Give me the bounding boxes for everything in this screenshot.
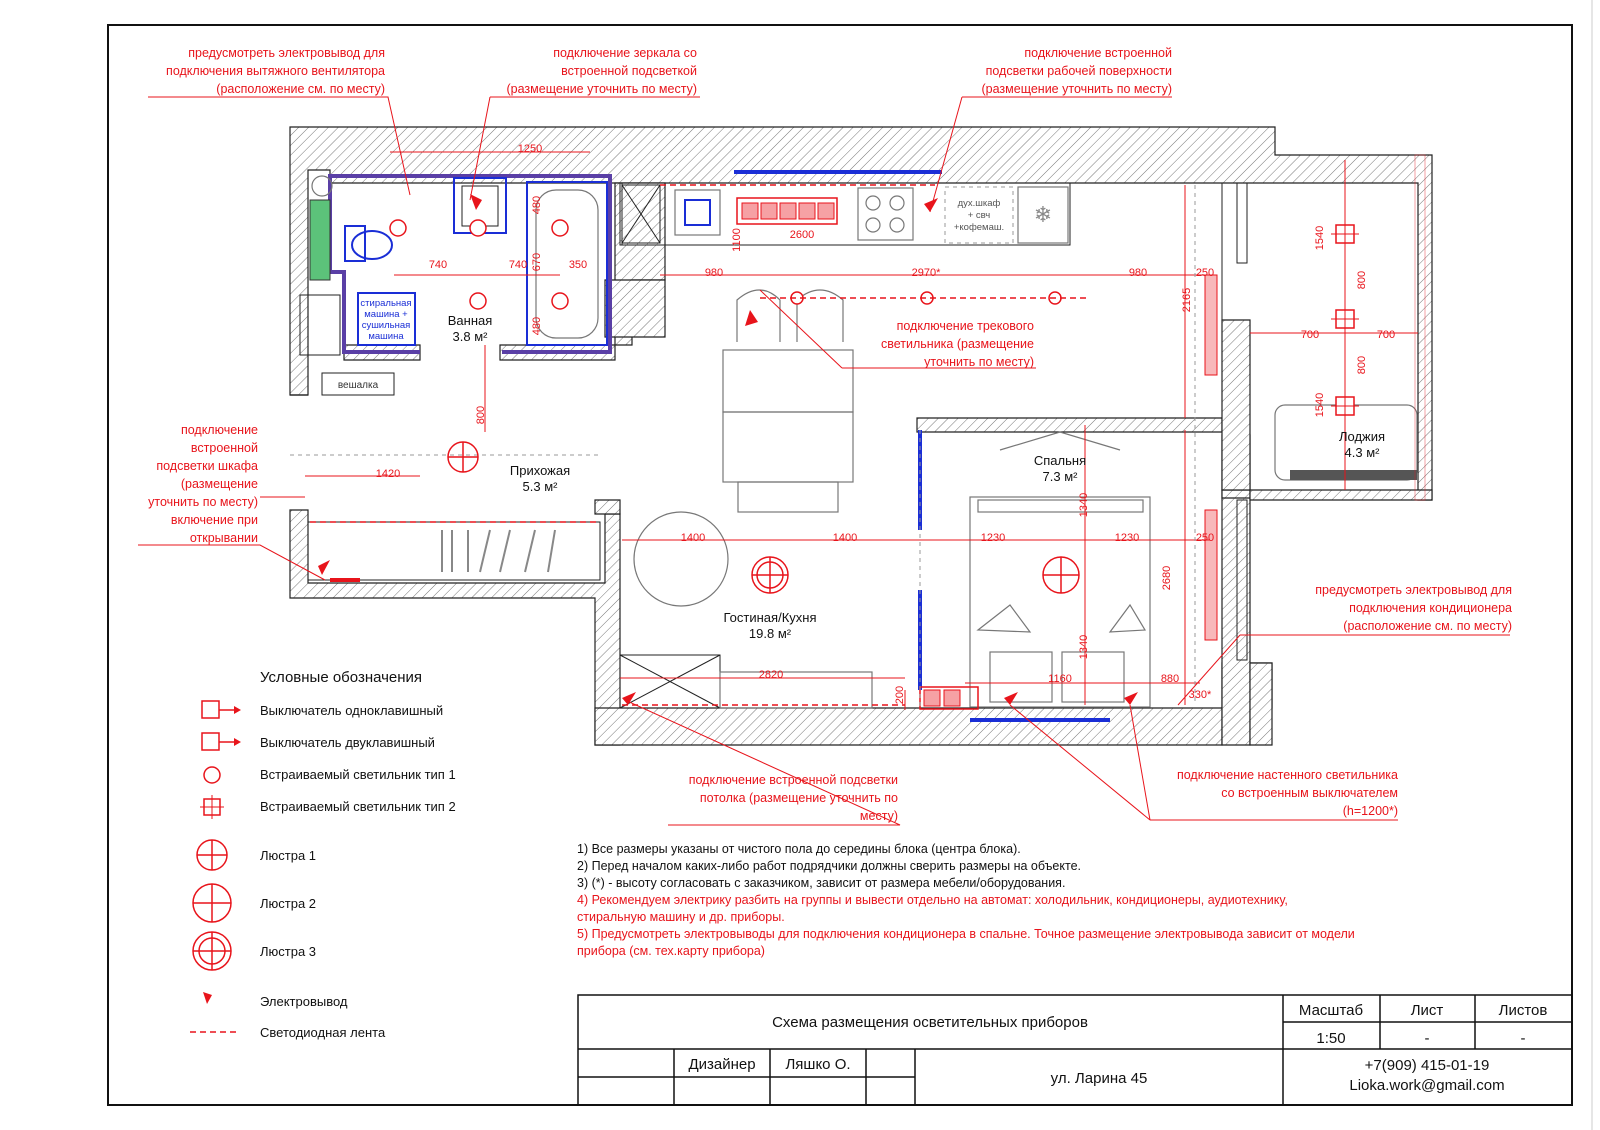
svg-text:250: 250 (1195, 267, 1215, 279)
title-block (688, 1002, 1547, 1094)
svg-text:встроенной подсветкой: встроенной подсветкой (561, 64, 697, 78)
svg-text:2600: 2600 (789, 229, 815, 241)
svg-text:1340: 1340 (1078, 492, 1090, 518)
legend-switch-single-icon (202, 701, 241, 718)
svg-text:открывании: открывании (189, 531, 258, 545)
svg-text:-: - (1520, 1030, 1526, 1047)
legend-outlet-icon (203, 992, 212, 1004)
svg-text:Электровывод: Электровывод (260, 994, 348, 1009)
hall-name: Прихожая (509, 463, 571, 478)
bath-area: 3.8 м² (452, 329, 488, 344)
bed-name: Спальня (1033, 453, 1087, 468)
svg-text:2680: 2680 (1161, 565, 1173, 591)
svg-text:Люстра 2: Люстра 2 (260, 896, 317, 911)
svg-text:800: 800 (475, 405, 487, 425)
svg-text:350: 350 (568, 259, 588, 271)
svg-text:Люстра 1: Люстра 1 (260, 848, 317, 863)
chandelier-hall (448, 442, 478, 472)
svg-text:1340: 1340 (1078, 634, 1090, 660)
svg-text:предусмотреть электровывод для: предусмотреть электровывод для (1315, 583, 1512, 597)
sheet-frame (108, 25, 1572, 1105)
annotation-wardrobe (148, 423, 258, 545)
svg-text:Выключатель двуклавишный: Выключатель двуклавишный (260, 735, 435, 750)
legend-chandelier3-icon (193, 932, 231, 970)
svg-text:880: 880 (1160, 673, 1180, 685)
annotation-fan (166, 46, 385, 96)
svg-text:подключение трекового: подключение трекового (896, 319, 1034, 333)
chandelier-living (752, 557, 788, 593)
legend-labels (260, 703, 456, 1040)
svg-text:машина: машина (368, 331, 404, 342)
chandelier-bedroom (1043, 557, 1079, 593)
legend-title: Условные обозначения (260, 669, 423, 686)
svg-text:уточнить по месту): уточнить по месту) (924, 355, 1034, 369)
svg-text:(размещение уточнить по месту): (размещение уточнить по месту) (981, 82, 1172, 96)
svg-text:250: 250 (1195, 532, 1215, 544)
svg-text:+ свч: + свч (967, 210, 991, 221)
svg-text:480: 480 (531, 195, 543, 215)
svg-text:стиральная: стиральная (360, 298, 412, 309)
svg-text:3) (*) - высоту согласовать с: 3) (*) - высоту согласовать с заказчиком, зависит от размера мебели/оборудования. (577, 876, 1066, 890)
svg-text:Люстра 3: Люстра 3 (260, 944, 317, 959)
svg-text:(расположение см. по месту): (расположение см. по месту) (1343, 619, 1512, 633)
svg-text:предусмотреть электровывод для: предусмотреть электровывод для (188, 46, 385, 60)
svg-text:стиральную машину и др. прибор: стиральную машину и др. приборы. (577, 910, 785, 924)
notes (577, 842, 1355, 958)
svg-text:включение при: включение при (170, 513, 258, 527)
drawing-title: Схема размещения осветительных приборов (772, 1014, 1088, 1031)
svg-text:670: 670 (531, 252, 543, 272)
svg-text:подключение встроенной подсвет: подключение встроенной подсветки (688, 773, 898, 787)
email: Lioka.work@gmail.com (1349, 1077, 1505, 1094)
annotation-wall-lamp (1177, 768, 1398, 818)
svg-text:740: 740 (508, 259, 528, 271)
bath-name: Ванная (447, 313, 493, 328)
svg-text:700: 700 (1376, 329, 1396, 341)
svg-text:330*: 330* (1188, 689, 1212, 701)
svg-text:800: 800 (1356, 270, 1368, 290)
svg-text:сушильная: сушильная (361, 320, 411, 331)
annotation-ceiling (689, 773, 898, 823)
svg-text:1230: 1230 (1114, 532, 1140, 544)
svg-text:(размещение: (размещение (180, 477, 258, 491)
legend-switch-double-icon (202, 733, 241, 750)
svg-text:-: - (1424, 1030, 1430, 1047)
svg-text:подключение встроенной: подключение встроенной (1024, 46, 1172, 60)
svg-text:Ляшко О.: Ляшко О. (785, 1056, 851, 1073)
svg-text:2970*: 2970* (911, 267, 941, 279)
svg-text:2820: 2820 (758, 669, 784, 681)
svg-text:4) Рекомендуем электрику разби: 4) Рекомендуем электрику разбить на группы и вывести отдельно на автомат: холодильник, кондиционеры, аудиотехнику, (577, 893, 1288, 907)
svg-text:740: 740 (428, 259, 448, 271)
svg-text:1:50: 1:50 (1316, 1030, 1346, 1047)
walls (290, 127, 1432, 745)
legend-chandelier2-icon (193, 884, 231, 922)
svg-text:Светодиодная лента: Светодиодная лента (260, 1025, 386, 1040)
legend-symbols (190, 701, 241, 1032)
legend-light-type1-icon (204, 767, 220, 783)
svg-text:машина +: машина + (364, 309, 408, 320)
living-area: 19.8 м² (748, 626, 792, 641)
svg-text:700: 700 (1300, 329, 1320, 341)
loggia-area: 4.3 м² (1344, 445, 1380, 460)
annotation-worktop (982, 46, 1173, 96)
svg-text:подключение зеркала со: подключение зеркала со (553, 46, 697, 60)
bed-area: 7.3 м² (1042, 469, 1078, 484)
svg-text:потолка (размещение уточнить п: потолка (размещение уточнить по (699, 791, 898, 805)
svg-text:прибора (см. тех.карту прибора: прибора (см. тех.карту прибора) (577, 944, 765, 958)
svg-text:Листов: Листов (1498, 1002, 1548, 1019)
svg-text:200: 200 (894, 685, 906, 705)
annotation-mirror (507, 46, 698, 96)
svg-text:1420: 1420 (375, 468, 401, 480)
annotation-track (881, 319, 1034, 369)
svg-text:Лист: Лист (1410, 1002, 1444, 1019)
svg-text:со встроенным выключателем: со встроенным выключателем (1221, 786, 1398, 800)
svg-text:подключение: подключение (180, 423, 258, 437)
svg-text:подключения вытяжного вентилят: подключения вытяжного вентилятора (166, 64, 385, 78)
svg-text:980: 980 (704, 267, 724, 279)
svg-text:дух.шкаф: дух.шкаф (957, 198, 1001, 209)
svg-text:подключение настенного светиль: подключение настенного светильника (1176, 768, 1398, 782)
svg-text:1230: 1230 (980, 532, 1006, 544)
svg-text:1) Все размеры указаны от чист: 1) Все размеры указаны от чистого пола до середины блока (центра блока). (577, 842, 1021, 856)
svg-text:❄: ❄ (1033, 202, 1053, 227)
living-name: Гостиная/Кухня (723, 610, 817, 625)
svg-text:светильника (размещение: светильника (размещение (881, 337, 1034, 351)
svg-text:Дизайнер: Дизайнер (688, 1056, 756, 1073)
svg-text:980: 980 (1128, 267, 1148, 279)
svg-text:2165: 2165 (1181, 287, 1193, 313)
svg-text:Выключатель одноклавишный: Выключатель одноклавишный (260, 703, 444, 718)
loggia-name: Лоджия (1338, 429, 1386, 444)
kitchen-cabinets (620, 172, 1070, 245)
svg-text:1160: 1160 (1048, 673, 1072, 685)
svg-text:Масштаб: Масштаб (1298, 1002, 1364, 1019)
annotation-aircon (1315, 583, 1512, 633)
svg-text:480: 480 (531, 316, 543, 336)
svg-text:+кофемаш.: +кофемаш. (953, 222, 1005, 233)
svg-text:подсветки рабочей поверхности: подсветки рабочей поверхности (985, 64, 1172, 78)
legend-light-type2-icon (200, 795, 224, 819)
svg-text:месту): месту) (859, 809, 898, 823)
legend-chandelier1-icon (197, 840, 227, 870)
svg-text:(h=1200*): (h=1200*) (1342, 804, 1398, 818)
hanger-label: вешалка (337, 380, 379, 391)
svg-text:встроенной: встроенной (190, 441, 258, 455)
svg-text:1400: 1400 (680, 532, 706, 544)
hall-area: 5.3 м² (522, 479, 558, 494)
svg-text:2) Перед началом каких-либо ра: 2) Перед началом каких-либо работ подрядчики должны сверить размеры на объекте. (577, 859, 1081, 873)
bathroom-green-panel (310, 200, 330, 280)
svg-text:(размещение уточнить по месту): (размещение уточнить по месту) (506, 82, 697, 96)
washer-label (360, 298, 411, 342)
svg-text:1250: 1250 (517, 143, 543, 155)
svg-text:5) Предусмотреть электровыводы: 5) Предусмотреть электровыводы для подключения кондиционера в спальне. Точное размещение электровывода зависит от модели (577, 927, 1355, 941)
svg-text:подсветки шкафа: подсветки шкафа (156, 459, 258, 473)
svg-text:Встраиваемый светильник тип 2: Встраиваемый светильник тип 2 (260, 799, 456, 814)
svg-text:1540: 1540 (1314, 225, 1326, 251)
svg-text:(расположение см. по месту): (расположение см. по месту) (216, 82, 385, 96)
address: ул. Ларина 45 (1050, 1070, 1148, 1087)
svg-text:800: 800 (1356, 355, 1368, 375)
svg-text:1100: 1100 (731, 228, 743, 252)
svg-text:1540: 1540 (1314, 392, 1326, 418)
svg-text:уточнить по месту): уточнить по месту) (148, 495, 258, 509)
svg-text:подключения кондиционера: подключения кондиционера (1349, 601, 1512, 615)
svg-text:Встраиваемый светильник тип 1: Встраиваемый светильник тип 1 (260, 767, 456, 782)
oven-label (954, 198, 1004, 233)
phone: +7(909) 415-01-19 (1364, 1057, 1490, 1074)
svg-text:1400: 1400 (832, 532, 858, 544)
